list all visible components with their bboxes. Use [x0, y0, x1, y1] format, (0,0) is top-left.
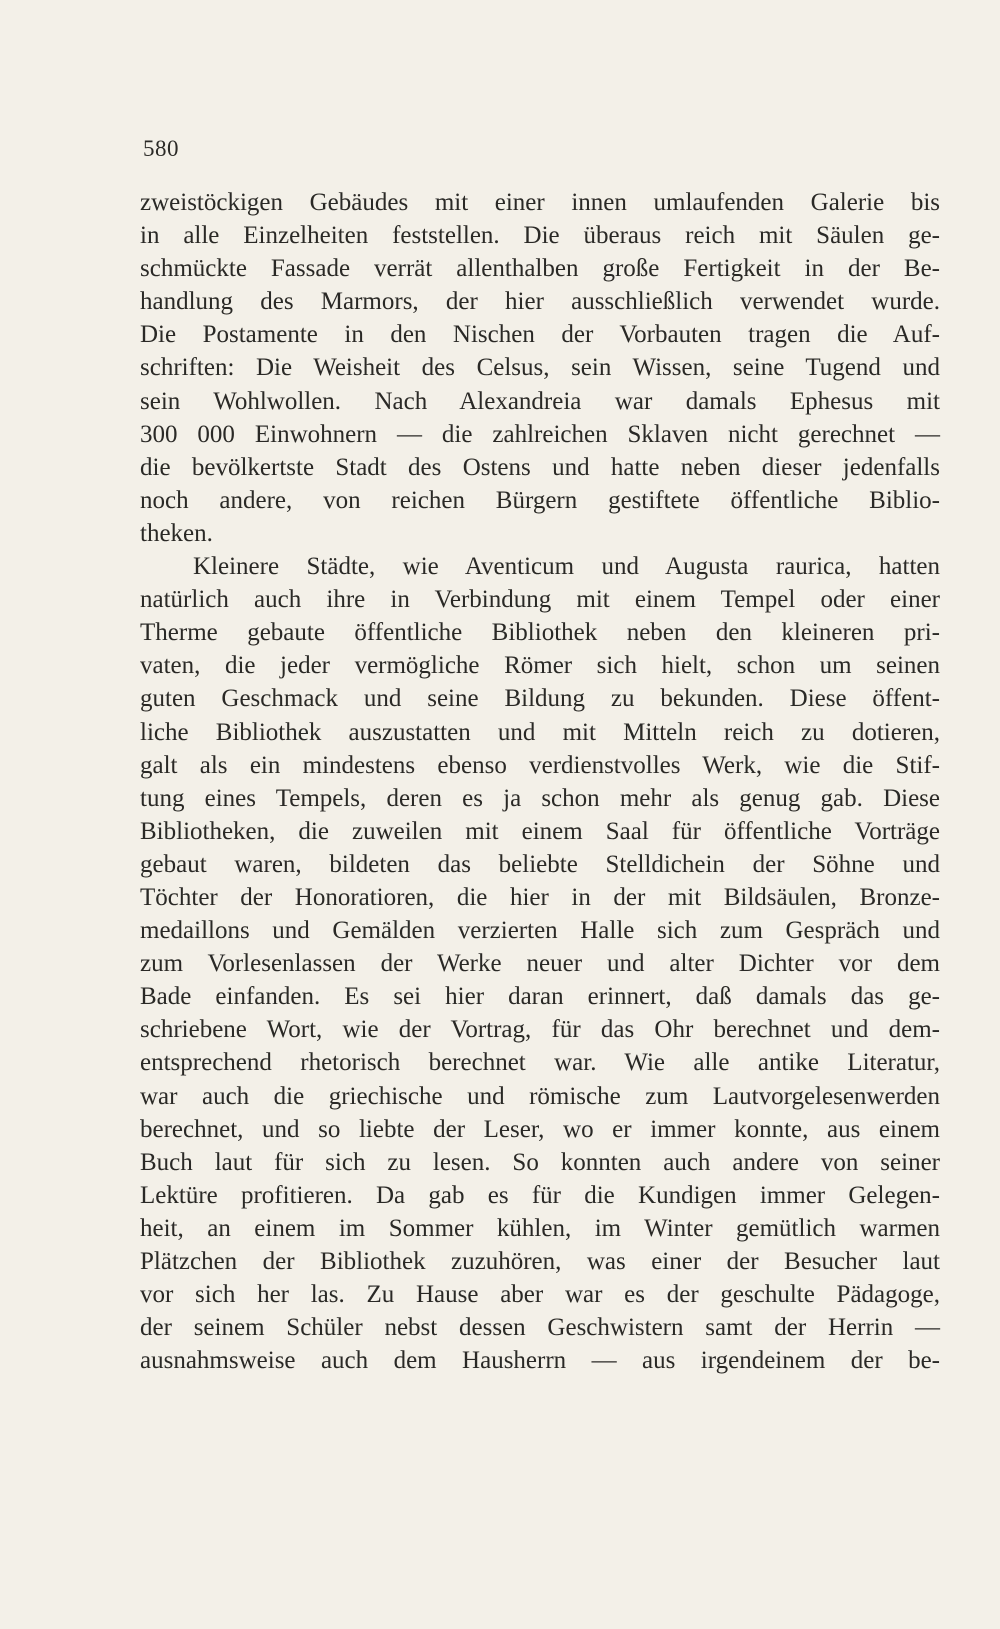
text-line: galt als ein mindestens ebenso verdienstvolles Werk, wie die Stif- [140, 751, 940, 779]
text-line: Therme gebaute öffentliche Bibliothek neben den kleineren pri- [140, 619, 940, 647]
text-line: guten Geschmack und seine Bildung zu bekunden. Diese öffent- [140, 685, 940, 713]
text-line: gebaut waren, bildeten das beliebte Stelldichein der Söhne und [140, 850, 940, 878]
text-line: noch andere, von reichen Bürgern gestiftete öffentliche Biblio- [140, 486, 940, 514]
paragraph-2 [140, 550, 940, 1377]
text-line: sein Wohlwollen. Nach Alexandreia war damals Ephesus mit [140, 387, 940, 415]
text-line: zum Vorlesenlassen der Werke neuer und alter Dichter vor dem [140, 950, 940, 978]
text-line: medaillons und Gemälden verzierten Halle sich zum Gespräch und [140, 917, 940, 945]
text-line: Lektüre profitieren. Da gab es für die Kundigen immer Gelegen- [140, 1181, 940, 1209]
text-line: ausnahmsweise auch dem Hausherrn — aus irgendeinem der be- [140, 1347, 940, 1375]
text-line: Buch laut für sich zu lesen. So konnten auch andere von seiner [140, 1148, 940, 1176]
text-line: die bevölkertste Stadt des Ostens und hatte neben dieser jedenfalls [140, 453, 940, 481]
text-line: Bade einfanden. Es sei hier daran erinnert, daß damals das ge- [140, 983, 940, 1011]
text-line: schriften: Die Weisheit des Celsus, sein Wissen, seine Tugend und [140, 354, 940, 382]
text-line: berechnet, und so liebte der Leser, wo er immer konnte, aus einem [140, 1115, 940, 1143]
text-line: zweistöckigen Gebäudes mit einer innen umlaufenden Galerie bis [140, 189, 940, 216]
text-line: in alle Einzelheiten feststellen. Die überaus reich mit Säulen ge- [140, 222, 940, 250]
text-line: Plätzchen der Bibliothek zuzuhören, was einer der Besucher laut [140, 1248, 940, 1275]
text-line: Bibliotheken, die zuweilen mit einem Saal für öffentliche Vorträge [140, 817, 940, 845]
text-line: liche Bibliothek auszustatten und mit Mitteln reich zu dotieren, [140, 718, 940, 746]
body-text [140, 186, 940, 1377]
text-line: vaten, die jeder vermögliche Römer sich hielt, schon um seinen [140, 652, 940, 680]
text-line: natürlich auch ihre in Verbindung mit einem Tempel oder einer [140, 586, 940, 614]
text-line: schmückte Fassade verrät allenthalben große Fertigkeit in der Be- [140, 255, 940, 283]
page-number: 580 [143, 136, 179, 161]
text-line: war auch die griechische und römische zum Lautvorgelesenwerden [140, 1082, 940, 1110]
text-line: der seinem Schüler nebst dessen Geschwistern samt der Herrin — [140, 1314, 940, 1342]
text-line: 300 000 Einwohnern — die zahlreichen Sklaven nicht gerechnet — [140, 420, 940, 448]
text-line: Die Postamente in den Nischen der Vorbauten tragen die Auf- [140, 321, 940, 349]
text-line: theken. [140, 519, 213, 547]
paragraph-1 [140, 186, 940, 550]
text-line: Kleinere Städte, wie Aventicum und Augusta raurica, hatten [193, 553, 940, 581]
text-line: heit, an einem im Sommer kühlen, im Winter gemütlich warmen [140, 1214, 940, 1242]
text-line: Töchter der Honoratioren, die hier in der mit Bildsäulen, Bronze- [140, 883, 940, 911]
text-line: entsprechend rhetorisch berechnet war. Wie alle antike Literatur, [140, 1049, 940, 1077]
text-line: handlung des Marmors, der hier ausschließlich verwendet wurde. [140, 288, 940, 316]
text-line: tung eines Tempels, deren es ja schon mehr als genug gab. Diese [140, 784, 940, 812]
text-line: schriebene Wort, wie der Vortrag, für das Ohr berechnet und dem- [140, 1016, 940, 1044]
text-line: vor sich her las. Zu Hause aber war es der geschulte Pädagoge, [140, 1281, 940, 1309]
